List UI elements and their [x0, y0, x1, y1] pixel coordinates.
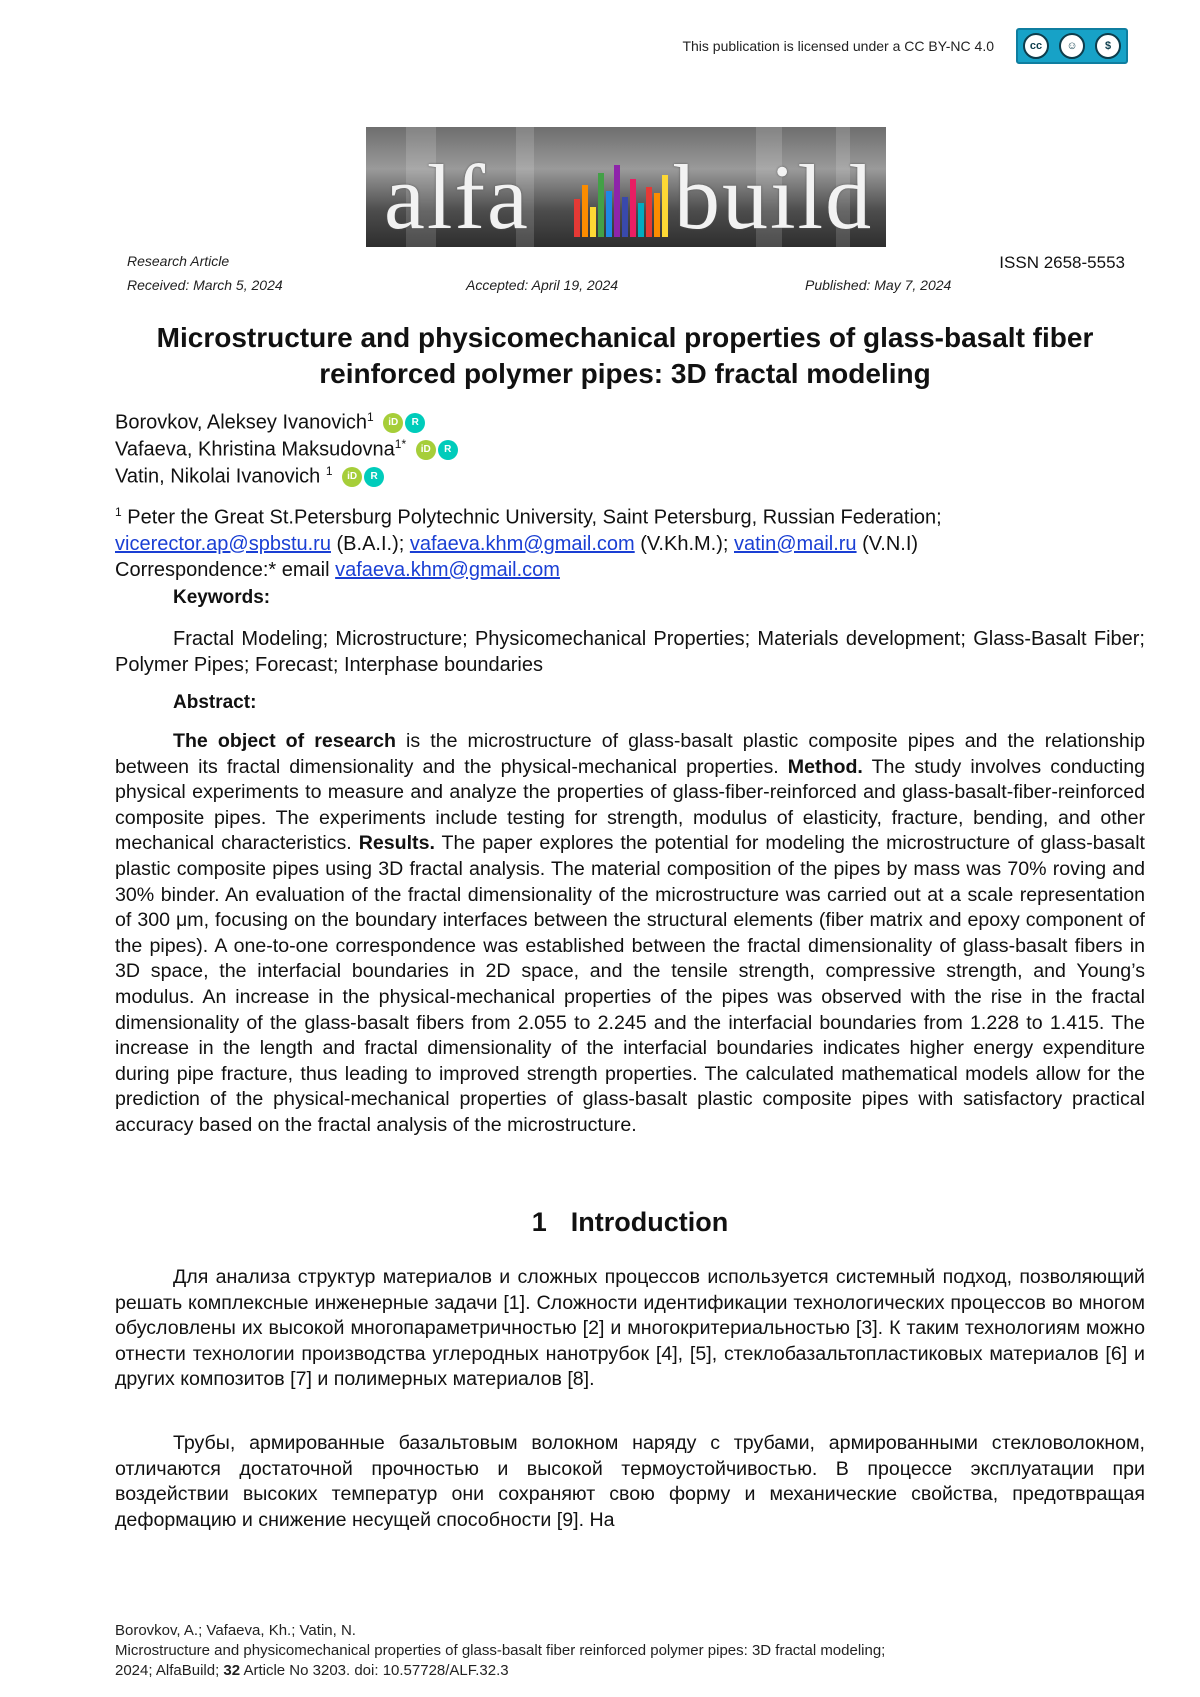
logo-bar [598, 173, 604, 237]
cc-license-badge[interactable] [1016, 28, 1128, 64]
logo-bar [590, 207, 596, 237]
author-name: Vatin, Nikolai Ivanovich [115, 466, 326, 488]
logo-text-right: build [674, 151, 873, 243]
author-name: Vafaeva, Khristina Maksudovna [115, 439, 395, 461]
license-text: This publication is licensed under a CC BY-NC 4.0 [0, 38, 994, 54]
keywords-heading: Keywords: [173, 587, 270, 609]
correspondence-email-link[interactable]: vafaeva.khm@gmail.com [335, 559, 560, 581]
researchgate-icon[interactable]: R [438, 440, 458, 460]
intro-paragraph-2: Трубы, армированные базальтовым волокном наряду с трубами, армированными стекловолокном, отличаются достаточной прочностью и высокой термоустойчивостью. В процессе эксплуатации при воздействии высоких температур они сохраняют свою форму и механические свойства, предотвращая деформацию и снижение несущей способности [9]. На [115, 1431, 1145, 1533]
author-affil-sup: 1* [395, 437, 406, 451]
footer-title: Microstructure and physicomechanical properties of glass-basalt fiber reinforced polymer pipes: 3D fractal modeling; [115, 1641, 1175, 1661]
by-icon: ☺ [1059, 33, 1085, 59]
affiliation [115, 499, 1145, 583]
researchgate-icon[interactable]: R [405, 413, 425, 433]
footer-citation [115, 1621, 1175, 1681]
keywords-text: Fractal Modeling; Microstructure; Physicomechanical Properties; Materials development; Glass-Basalt Fiber; Polymer Pipes; Forecast; Interphase boundaries [115, 626, 1145, 678]
author-affil-sup: 1 [326, 464, 333, 478]
affiliation-line: 1 Peter the Great St.Petersburg Polytechnic University, Saint Petersburg, Russian Federation; [115, 499, 1145, 531]
published-date: Published: May 7, 2024 [805, 277, 951, 293]
researchgate-icon[interactable]: R [364, 467, 384, 487]
logo-bar [606, 191, 612, 237]
email-link[interactable]: vicerector.ap@spbstu.ru [115, 533, 331, 555]
abstract-text: The object of research is the microstructure of glass-basalt plastic composite pipes and the relationship between its fractal dimensionality and the physical-mechanical properties. Method. The study involves conducting physical experiments to measure and analyze the properties of glass-fiber-reinforced and glass-basalt-fiber-reinforced composite pipes. The experiments include testing for strength, modulus of elasticity, fracture, bending, and other mechanical characteristics. Results. The paper explores the potential for modeling the microstructure of glass-basalt plastic composite pipes using 3D fractal analysis. The material composition of the pipes by mass was 70% roving and 30% binder. An evaluation of the fractal dimensionality of the microstructure was carried out at a scale representation of 300 μm, focusing on the boundary interfaces between the structural elements (fiber matrix and epoxy component of the pipes). A one-to-one correspondence was established between the fractal dimensionality of glass-basalt fibers in 3D space, the interfacial boundaries in 2D space, and the tensile strength, compressive strength, and Young’s modulus. An increase in the physical-mechanical properties of the pipes was observed with the rise in the fractal dimensionality of the glass-basalt fibers from 2.055 to 2.245 and the interfacial boundaries from 1.228 to 1.415. The increase in the length and fractal dimensionality of the interfacial boundaries indicates higher energy expenditure during pipe fracture, thus leading to improved strength properties. The calculated mathematical models allow for the prediction of the physical-mechanical properties of glass-basalt plastic composite pipes with satisfactory practical accuracy based on the fractal analysis of the microstructure. [115, 729, 1145, 1139]
logo-bar [630, 179, 636, 237]
logo-bar [622, 197, 628, 237]
nc-icon: $ [1095, 33, 1121, 59]
received-date: Received: March 5, 2024 [127, 277, 283, 293]
logo-bar [582, 185, 588, 237]
logo-bar [662, 175, 668, 237]
email-link[interactable]: vatin@mail.ru [734, 533, 857, 555]
orcid-icon[interactable]: iD [342, 467, 362, 487]
footer-doi: 2024; AlfaBuild; 32 Article No 3203. doi: 10.57728/ALF.32.3 [115, 1661, 1175, 1681]
issn: ISSN 2658-5553 [999, 253, 1125, 273]
email-link[interactable]: vafaeva.khm@gmail.com [410, 533, 635, 555]
orcid-icon[interactable]: iD [383, 413, 403, 433]
logo-bars [574, 157, 674, 237]
orcid-icon[interactable]: iD [416, 440, 436, 460]
section-heading-introduction: 1 Introduction [0, 1207, 1200, 1238]
logo-bar [646, 187, 652, 237]
logo-bar [614, 165, 620, 237]
abstract-heading: Abstract: [173, 692, 256, 714]
journal-logo [366, 127, 886, 247]
author-affil-sup: 1 [367, 410, 374, 424]
accepted-date: Accepted: April 19, 2024 [466, 277, 618, 293]
email-line: vicerector.ap@spbstu.ru (B.A.I.); vafaeva.khm@gmail.com (V.Kh.M.); vatin@mail.ru (V.N.I) [115, 531, 1145, 557]
article-type: Research Article [127, 253, 229, 269]
logo-bar [638, 203, 644, 237]
intro-paragraph-1: Для анализа структур материалов и сложных процессов используется системный подход, позволяющий решать комплексные инженерные задачи [1]. Сложности идентификации технологических процессов во многом обусловлены их высокой многопараметричностью [2] и многокритериальностью [3]. К таким технологиям можно отнести технологии производства углеродных нанотрубок [4], [5], стеклобазальтопластиковых материалов [6] и других композитов [7] и полимерных материалов [8]. [115, 1265, 1145, 1393]
logo-text-left: alfa [384, 151, 530, 243]
author-name: Borovkov, Aleksey Ivanovich [115, 412, 367, 434]
correspondence-line: Correspondence:* email vafaeva.khm@gmail.com [115, 557, 1145, 583]
paper-title: Microstructure and physicomechanical properties of glass-basalt fiber reinforced polymer pipes: 3D fractal modeling [110, 320, 1140, 392]
logo-bar [654, 193, 660, 237]
author-3 [115, 458, 384, 490]
footer-authors: Borovkov, A.; Vafaeva, Kh.; Vatin, N. [115, 1621, 1175, 1641]
logo-bar [574, 199, 580, 237]
cc-icon: cc [1023, 33, 1049, 59]
